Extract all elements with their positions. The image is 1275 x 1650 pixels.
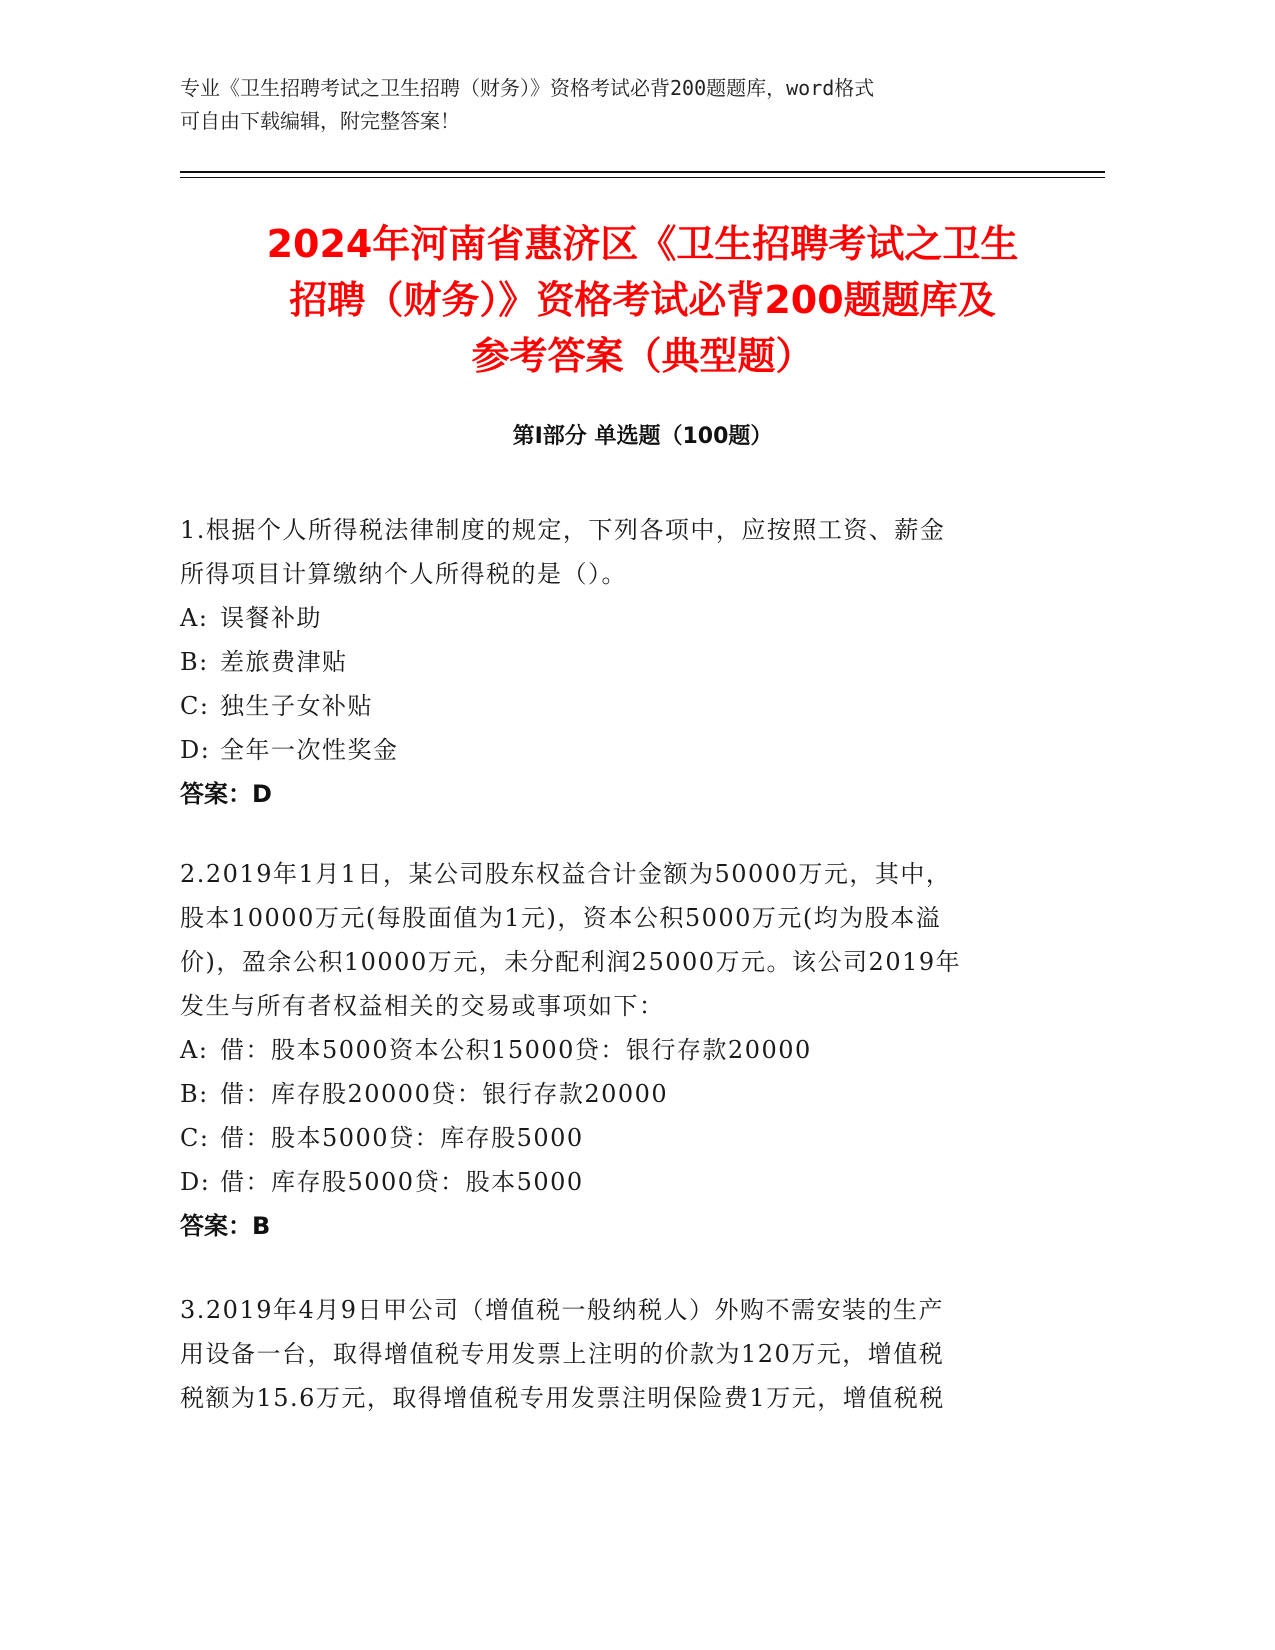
- option-key: D:: [180, 736, 211, 764]
- option-key: B:: [180, 1080, 209, 1108]
- title-line-1: 2024年河南省惠济区《卫生招聘考试之卫生: [266, 222, 1019, 266]
- header-rule-thick: [180, 171, 1105, 173]
- answer-line: 答案：D: [180, 780, 272, 808]
- option-text: 独生子女补贴: [220, 692, 373, 720]
- option-a: [180, 596, 1040, 640]
- option-b: [180, 640, 1040, 684]
- option-key: A:: [180, 604, 209, 632]
- option-key: B:: [180, 648, 209, 676]
- section-heading: 第Ⅰ部分 单选题（100题）: [512, 424, 773, 449]
- option-key: A:: [180, 1036, 209, 1064]
- question-stem-line: 税额为15.6万元，取得增值税专用发票注明保险费1万元，增值税税: [180, 1384, 945, 1412]
- question-stem-line: 1.根据个人所得税法律制度的规定，下列各项中，应按照工资、薪金: [180, 516, 946, 544]
- option-d: [180, 1160, 1040, 1204]
- option-b: [180, 1072, 1040, 1116]
- option-key: C:: [180, 692, 210, 720]
- option-text: 差旅费津贴: [220, 648, 348, 676]
- option-text: 误餐补助: [220, 604, 322, 632]
- option-a: [180, 1028, 1040, 1072]
- option-d: [180, 728, 1040, 772]
- option-c: [180, 684, 1040, 728]
- option-key: C:: [180, 1124, 210, 1152]
- option-text: 借：股本5000贷：库存股5000: [220, 1124, 584, 1152]
- question-stem-line: 发生与所有者权益相关的交易或事项如下：: [180, 992, 665, 1020]
- document-title: [180, 216, 1105, 384]
- question-stem-line: 价)，盈余公积10000万元，未分配利润25000万元。该公司2019年: [180, 948, 962, 976]
- intro-text: [180, 72, 1040, 138]
- question-stem-line: 股本10000万元(每股面值为1元)，资本公积5000万元(均为股本溢: [180, 904, 942, 932]
- title-line-3: 参考答案（典型题）: [471, 334, 814, 378]
- intro-line-2: 可自由下载编辑，附完整答案！: [180, 109, 460, 133]
- question-3: [180, 1288, 1040, 1420]
- question-stem-line: 所得项目计算缴纳个人所得税的是（）。: [180, 560, 627, 588]
- question-stem-line: 3.2019年4月9日甲公司（增值税一般纳税人）外购不需安装的生产: [180, 1296, 945, 1324]
- question-2: [180, 852, 1040, 1248]
- option-key: D:: [180, 1168, 211, 1196]
- question-stem-line: 用设备一台，取得增值税专用发票上注明的价款为120万元，增值税: [180, 1340, 945, 1368]
- option-text: 借：库存股5000贷：股本5000: [220, 1168, 584, 1196]
- header-rule-thin: [180, 177, 1105, 178]
- question-1: [180, 508, 1040, 816]
- option-text: 全年一次性奖金: [220, 736, 399, 764]
- intro-line-1: 专业《卫生招聘考试之卫生招聘（财务）》资格考试必背200题题库，word格式: [180, 76, 875, 100]
- option-c: [180, 1116, 1040, 1160]
- question-stem-line: 2.2019年1月1日，某公司股东权益合计金额为50000万元，其中，: [180, 860, 952, 888]
- option-text: 借：股本5000资本公积15000贷：银行存款20000: [220, 1036, 812, 1064]
- option-text: 借：库存股20000贷：银行存款20000: [220, 1080, 669, 1108]
- answer-line: 答案：B: [180, 1212, 271, 1240]
- title-line-2: 招聘（财务）》资格考试必背200题题库及: [289, 278, 996, 322]
